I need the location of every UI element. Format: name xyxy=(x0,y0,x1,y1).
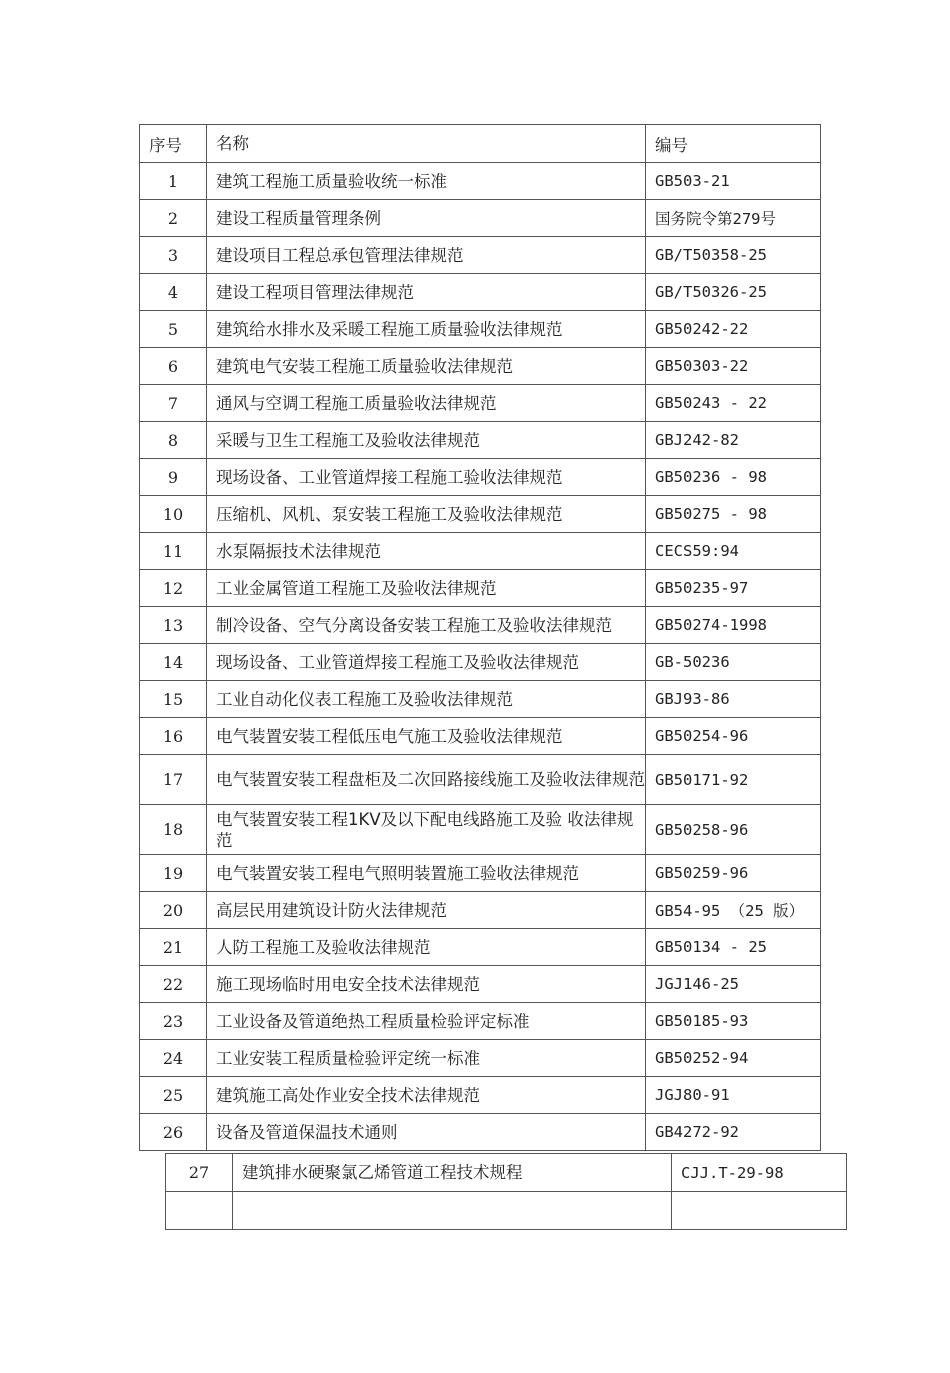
table-row xyxy=(140,237,821,274)
row-code: JGJ80-91 xyxy=(646,1077,821,1114)
row-code: GB50171-92 xyxy=(646,755,821,805)
table-row xyxy=(140,422,821,459)
row-name: 电气装置安装工程1KV及以下配电线路施工及验 收法律规范 xyxy=(207,805,646,855)
row-name: 建设工程质量管理条例 xyxy=(207,200,646,237)
row-code: GB50274-1998 xyxy=(646,607,821,644)
row-number: 26 xyxy=(140,1114,207,1151)
row-name: 电气装置安装工程盘柜及二次回路接线施工及验收法律规范 xyxy=(207,755,646,805)
row-code: CJJ.T-29-98 xyxy=(672,1154,847,1192)
row-name-cell xyxy=(207,607,646,644)
row-name: 建筑工程施工质量验收统一标准 xyxy=(207,163,646,200)
standards-table-body xyxy=(140,125,821,1151)
table-row xyxy=(140,533,821,570)
table-row xyxy=(140,892,821,929)
row-name: 水泵隔振技术法律规范 xyxy=(207,533,646,570)
row-number: 17 xyxy=(140,755,207,805)
table-row xyxy=(140,459,821,496)
table-row xyxy=(140,348,821,385)
row-name: 电气装置安装工程低压电气施工及验收法律规范 xyxy=(207,718,646,755)
table-row xyxy=(140,200,821,237)
row-code: GB50243 - 22 xyxy=(646,385,821,422)
row-code: GB50185-93 xyxy=(646,1003,821,1040)
table-row xyxy=(140,718,821,755)
row-name: 电气装置安装工程电气照明装置施工验收法律规范 xyxy=(207,855,646,892)
row-name: 设备及管道保温技术通则 xyxy=(207,1114,646,1151)
row-number: 4 xyxy=(140,274,207,311)
row-code: GB54-95 （25 版） xyxy=(646,892,821,929)
row-code: CECS59:94 xyxy=(646,533,821,570)
table-row xyxy=(140,755,821,805)
row-number: 24 xyxy=(140,1040,207,1077)
row-name xyxy=(233,1192,672,1230)
row-code: 国务院令第279号 xyxy=(646,200,821,237)
row-number: 15 xyxy=(140,681,207,718)
row-number: 18 xyxy=(140,805,207,855)
row-name: 现场设备、工业管道焊接工程施工验收法律规范 xyxy=(207,459,646,496)
row-code: GB4272-92 xyxy=(646,1114,821,1151)
row-number: 6 xyxy=(140,348,207,385)
table-row xyxy=(140,385,821,422)
row-number: 1 xyxy=(140,163,207,200)
standards-table-continued-body xyxy=(166,1154,847,1230)
table-row xyxy=(140,966,821,1003)
row-code: GB50236 - 98 xyxy=(646,459,821,496)
row-name: 建筑电气安装工程施工质量验收法律规范 xyxy=(207,348,646,385)
row-number: 27 xyxy=(166,1154,233,1192)
row-name: 建筑施工高处作业安全技术法律规范 xyxy=(207,1077,646,1114)
row-name: 采暖与卫生工程施工及验收法律规范 xyxy=(207,422,646,459)
table-row xyxy=(140,1077,821,1114)
row-number: 20 xyxy=(140,892,207,929)
row-number: 9 xyxy=(140,459,207,496)
row-number: 14 xyxy=(140,644,207,681)
row-number xyxy=(166,1192,233,1230)
row-code: GB/T50358-25 xyxy=(646,237,821,274)
row-code: GB50242-22 xyxy=(646,311,821,348)
row-number: 11 xyxy=(140,533,207,570)
row-code: GB50254-96 xyxy=(646,718,821,755)
row-code: GB503-21 xyxy=(646,163,821,200)
row-code: GB50303-22 xyxy=(646,348,821,385)
row-name: 现场设备、工业管道焊接工程施工及验收法律规范 xyxy=(207,644,646,681)
row-name: 人防工程施工及验收法律规范 xyxy=(207,929,646,966)
row-name: 建设工程项目管理法律规范 xyxy=(207,274,646,311)
row-name: 工业金属管道工程施工及验收法律规范 xyxy=(207,570,646,607)
header-no: 序号 xyxy=(140,125,207,163)
row-number: 10 xyxy=(140,496,207,533)
table-row xyxy=(140,929,821,966)
row-name: 高层民用建筑设计防火法律规范 xyxy=(207,892,646,929)
row-number: 21 xyxy=(140,929,207,966)
row-code: GB50235-97 xyxy=(646,570,821,607)
row-code: GB-50236 xyxy=(646,644,821,681)
row-number: 16 xyxy=(140,718,207,755)
row-name: 压缩机、风机、泵安装工程施工及验收法律规范 xyxy=(207,496,646,533)
row-name: 建设项目工程总承包管理法律规范 xyxy=(207,237,646,274)
standards-table xyxy=(139,124,821,1151)
row-code xyxy=(672,1192,847,1230)
row-code: JGJ146-25 xyxy=(646,966,821,1003)
standards-table-continued xyxy=(165,1153,847,1230)
table-row xyxy=(140,163,821,200)
table-row xyxy=(140,311,821,348)
header-name: 名称 xyxy=(207,125,646,163)
table-row xyxy=(140,1003,821,1040)
table-row xyxy=(140,681,821,718)
row-number: 12 xyxy=(140,570,207,607)
row-code: GB50275 - 98 xyxy=(646,496,821,533)
header-code: 编号 xyxy=(646,125,821,163)
row-name: 工业自动化仪表工程施工及验收法律规范 xyxy=(207,681,646,718)
row-name: 通风与空调工程施工质量验收法律规范 xyxy=(207,385,646,422)
table-row xyxy=(140,855,821,892)
row-number: 23 xyxy=(140,1003,207,1040)
row-number: 25 xyxy=(140,1077,207,1114)
row-number: 2 xyxy=(140,200,207,237)
row-code: GB50259-96 xyxy=(646,855,821,892)
row-number: 5 xyxy=(140,311,207,348)
row-code: GB50258-96 xyxy=(646,805,821,855)
table-row xyxy=(140,1040,821,1077)
table-header-row xyxy=(140,125,821,163)
row-number: 22 xyxy=(140,966,207,1003)
row-code: GBJ242-82 xyxy=(646,422,821,459)
table-row xyxy=(140,496,821,533)
table-row xyxy=(140,1114,821,1151)
row-name: 工业设备及管道绝热工程质量检验评定标准 xyxy=(207,1003,646,1040)
row-number: 19 xyxy=(140,855,207,892)
row-code: GB50252-94 xyxy=(646,1040,821,1077)
row-code: GB/T50326-25 xyxy=(646,274,821,311)
row-number: 7 xyxy=(140,385,207,422)
table-row xyxy=(140,274,821,311)
table-row xyxy=(140,607,821,644)
row-number: 3 xyxy=(140,237,207,274)
row-code: GB50134 - 25 xyxy=(646,929,821,966)
row-name: 建筑排水硬聚氯乙烯管道工程技术规程 xyxy=(233,1154,672,1192)
table-row xyxy=(140,644,821,681)
row-name: 制冷设备、空气分离设备安装工程施工及验收法律规范 xyxy=(216,616,612,635)
row-code: GBJ93-86 xyxy=(646,681,821,718)
row-name: 施工现场临时用电安全技术法律规范 xyxy=(207,966,646,1003)
row-name: 工业安装工程质量检验评定统一标准 xyxy=(207,1040,646,1077)
table-row xyxy=(140,805,821,855)
row-name: 建筑给水排水及采暖工程施工质量验收法律规范 xyxy=(207,311,646,348)
row-number: 8 xyxy=(140,422,207,459)
table-row xyxy=(166,1192,847,1230)
row-number: 13 xyxy=(140,607,207,644)
table-row xyxy=(166,1154,847,1192)
table-row xyxy=(140,570,821,607)
